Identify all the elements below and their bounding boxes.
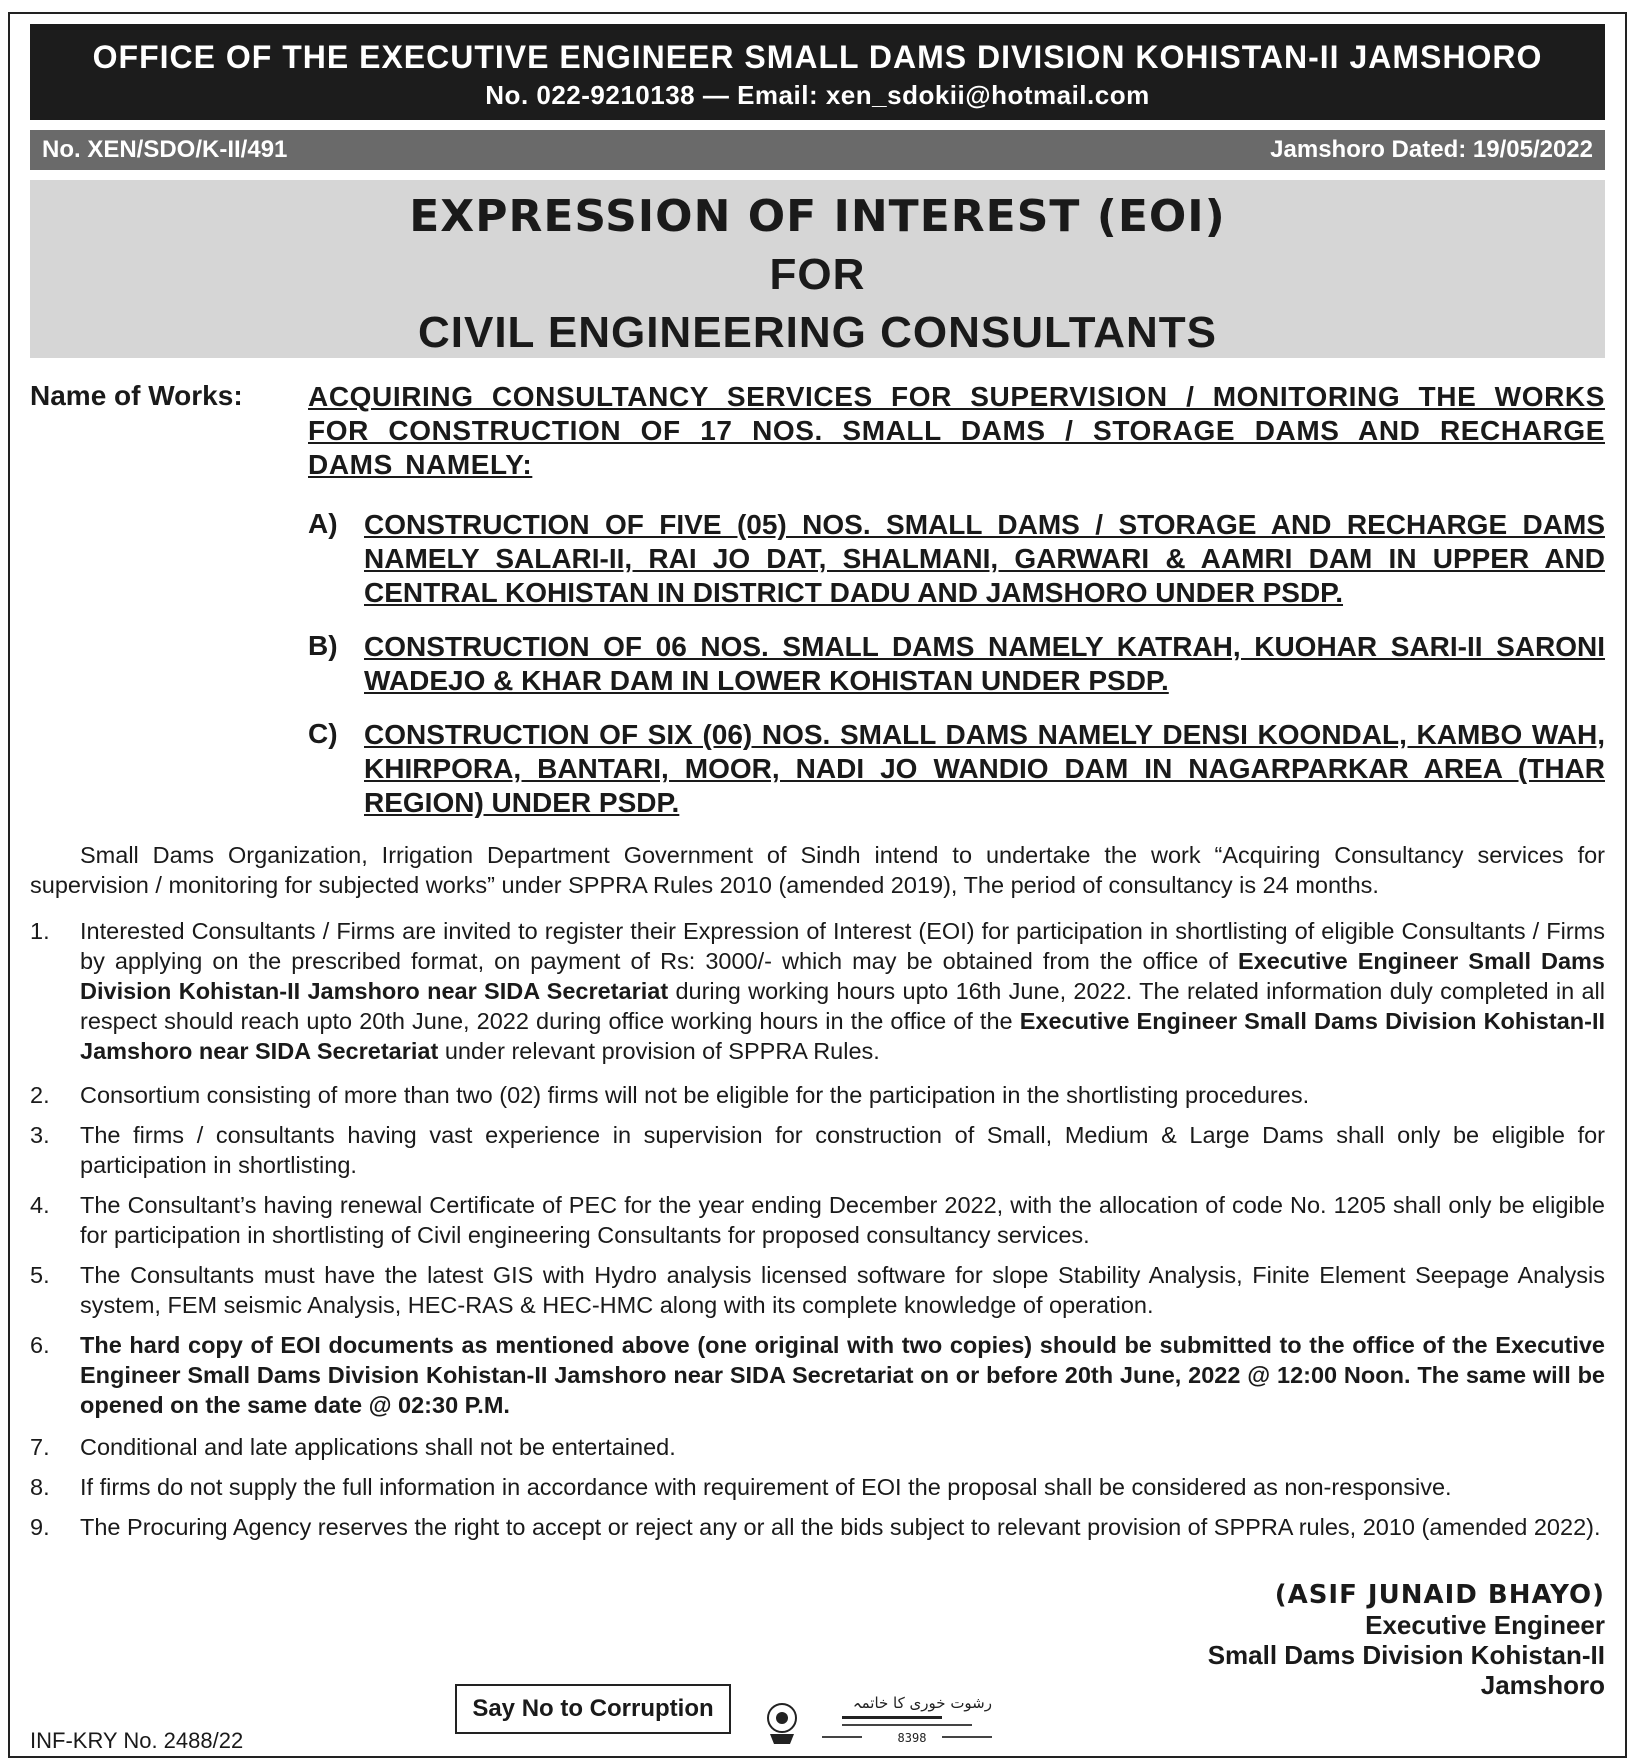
clause-office-name: Executive Engineer Small Dams Division Kohistan-II Jamshoro near SIDA Secretariat (80, 1008, 1605, 1064)
signatory-division: Small Dams Division Kohistan-II (1207, 1640, 1605, 1670)
signatory-name: (ASIF JUNAID BHAYO) (1274, 1580, 1605, 1610)
signatory-place: Jamshoro (1480, 1670, 1605, 1700)
clause-text: The firms / consultants having vast experience in supervision for construction of Small, Medium & Large Dams shall only be eligible for participation in shortlisting. (80, 1122, 1605, 1178)
work-letter: B) (308, 630, 338, 661)
office-header (30, 24, 1605, 120)
stamp-phone: 8398 (897, 1731, 927, 1745)
reference-bar (30, 130, 1605, 170)
name-of-works-label: Name of Works: (30, 380, 243, 411)
clause-text-part: during working hours upto 16th June, 2022. The related information duly completed in all respect should reach upto 20th June, 2022 during office working hours in the office of the (80, 978, 1605, 1034)
work-description: CONSTRUCTION OF 06 NOS. SMALL DAMS NAMELY KATRAH, KUOHAR SARI-II SARONI WADEJO & KHAR DAM IN LOWER KOHISTAN UNDER PSDP. (364, 631, 1605, 696)
office-contact: No. 022-9210138 — Email: xen_sdokii@hotmail.com (485, 80, 1150, 110)
clause-text: Conditional and late applications shall not be entertained. (80, 1434, 676, 1460)
clause-number: 8. (30, 1474, 50, 1500)
notice-title: EXPRESSION OF INTEREST (EOI) (409, 191, 1226, 242)
notice-title-box (30, 180, 1605, 358)
clause-text (80, 916, 1605, 1066)
work-description: CONSTRUCTION OF SIX (06) NOS. SMALL DAMS NAMELY DENSI KOONDAL, KAMBO WAH, KHIRPORA, BANTARI, MOOR, NADI JO WANDIO DAM IN NAGARPARKAR AREA (THAR REGION) UNDER PSDP. (364, 719, 1605, 818)
name-of-works-text: ACQUIRING CONSULTANCY SERVICES FOR SUPERVISION / MONITORING THE WORKS FOR CONSTRUCTION OF 17 NOS. SMALL DAMS / STORAGE DAMS AND RECHARGE DAMS NAMELY: (308, 381, 1605, 480)
clause-number: 5. (30, 1262, 50, 1288)
clause-number: 1. (30, 918, 50, 944)
clause-number: 4. (30, 1192, 50, 1218)
clause-text: The Consultant’s having renewal Certificate of PEC for the year ending December 2022, with the allocation of code No. 1205 shall only be eligible for participation in shortlisting of Civil engineering Consultants for proposed consultancy services. (80, 1192, 1605, 1248)
signature-block (1208, 1580, 1605, 1700)
notice-title-for: FOR (769, 250, 866, 299)
clause-number: 3. (30, 1122, 50, 1148)
signatory-designation: Executive Engineer (1365, 1610, 1605, 1640)
office-title: OFFICE OF THE EXECUTIVE ENGINEER SMALL DAMS DIVISION KOHISTAN-II JAMSHORO (92, 39, 1543, 75)
clause-text: Consortium consisting of more than two (02) firms will not be eligible for the participation in the shortlisting procedures. (80, 1082, 1310, 1108)
work-letter: A) (308, 508, 338, 539)
clause-text: If firms do not supply the full information in accordance with requirement of EOI the proposal shall be considered as non-responsive. (80, 1474, 1452, 1500)
inf-number: INF-KRY No. 2488/22 (30, 1728, 244, 1753)
intro-paragraph: Small Dams Organization, Irrigation Department Government of Sindh intend to undertake the work “Acquiring Consultancy services for supervision / monitoring for subjected works” under SPPRA Rules 2010 (amended 2019), The period of consultancy is 24 months. (30, 842, 1605, 898)
stamp-urdu-text: رشوت خوری کا خاتمہ (852, 1694, 992, 1712)
clause-number: 7. (30, 1434, 50, 1460)
reference-date: Jamshoro Dated: 19/05/2022 (1270, 136, 1593, 163)
clause-number: 2. (30, 1082, 50, 1108)
clause-text-part: Interested Consultants / Firms are invited to register their Expression of Interest (EOI) for participation in shortlisting of eligible Consultants / Firms by applying on the prescribed format, on payment of Rs: 3000/- which may be obtained from the office of (80, 918, 1605, 974)
work-letter: C) (308, 718, 338, 749)
clause-number: 6. (30, 1332, 50, 1358)
reference-number: No. XEN/SDO/K-II/491 (42, 136, 288, 163)
say-no-to-corruption-box: Say No to Corruption (455, 1684, 731, 1734)
clause-number: 9. (30, 1514, 50, 1540)
notice-subtitle: CIVIL ENGINEERING CONSULTANTS (417, 308, 1218, 357)
work-description: CONSTRUCTION OF FIVE (05) NOS. SMALL DAMS / STORAGE AND RECHARGE DAMS NAMELY SALARI-II, RAI JO DAT, SHALMANI, GARWARI & AAMRI DAM IN UPPER AND CENTRAL KOHISTAN IN DISTRICT DADU AND JAMSHORO UNDER PSDP. (364, 509, 1605, 608)
clause-text: The Procuring Agency reserves the right to accept or reject any or all the bids subject to relevant provision of SPPRA rules, 2010 (amended 2022). (80, 1514, 1601, 1540)
anti-corruption-stamp-logo (762, 1686, 1002, 1750)
clause-text: The hard copy of EOI documents as mentioned above (one original with two copies) should be submitted to the office of the Executive Engineer Small Dams Division Kohistan-II Jamshoro near SIDA Secretariat on or before 20th June, 2022 @ 12:00 Noon. The same will be opened on the same date @ 02:30 P.M. (80, 1332, 1605, 1418)
clause-text-part: under relevant provision of SPPRA Rules. (438, 1038, 880, 1064)
clause-text: The Consultants must have the latest GIS with Hydro analysis licensed software for slope Stability Analysis, Finite Element Seepage Analysis system, FEM seismic Analysis, HEC-RAS & HEC-HMC along with its complete knowledge of operation. (80, 1262, 1605, 1318)
clause-office-name: Executive Engineer Small Dams Division Kohistan-II Jamshoro near SIDA Secretariat (80, 948, 1605, 1004)
advertisement-page (8, 12, 1627, 1758)
